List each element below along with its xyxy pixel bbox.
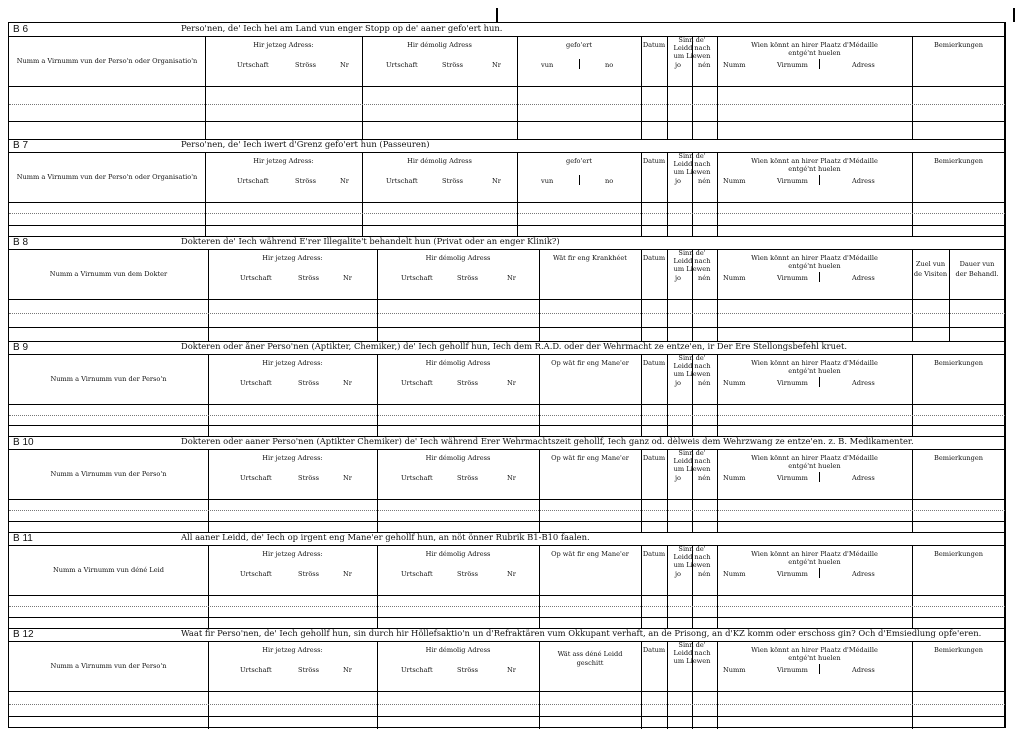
label-transported: gefo'ert — [565, 157, 593, 165]
label-medal: Wien könnt an hirer Plaatz d'Médaille — [751, 454, 878, 462]
label-street: Ströss — [298, 666, 320, 674]
section-title: Perso'nen, de' Iech iwert d'Grenz gefo'ert hun (Passeuren) — [181, 139, 430, 149]
label-alive: Leidd nach — [673, 553, 711, 561]
label-from: vun — [541, 61, 554, 69]
label-no: nén — [698, 274, 711, 282]
label-street: Ströss — [298, 274, 320, 282]
label-remarks: Bemierkungen — [933, 550, 984, 558]
header-bottom-border — [9, 595, 1005, 596]
form-sheet — [8, 22, 1006, 728]
label-street: Ströss — [457, 666, 479, 674]
label-remarks: Bemierkungen — [933, 41, 984, 49]
label-former-address: Hir démolig Adress — [407, 157, 472, 165]
label-medal-name: Numm — [723, 379, 746, 387]
label-alive: um Liewen — [673, 52, 711, 60]
column-divider — [641, 153, 642, 236]
label-alive: Leidd nach — [673, 160, 711, 168]
label-place: Urtschaft — [240, 379, 272, 387]
label-alive: um Liewen — [673, 465, 711, 473]
label-yes: jo — [675, 274, 682, 282]
label-medal-address: Adress — [852, 379, 875, 387]
column-divider — [208, 450, 209, 532]
data-row-divider — [9, 415, 1005, 416]
label-medal: Wien könnt an hirer Plaatz d'Médaille — [751, 41, 878, 49]
section-b7 — [9, 139, 1005, 236]
label-medal-address: Adress — [852, 570, 875, 578]
label-current-address: Hir jetzeg Adress: — [262, 646, 323, 654]
column-divider — [539, 546, 540, 628]
section-b10 — [9, 436, 1005, 532]
label-medal-first-name: Virnumm — [777, 61, 808, 69]
top-registration-mark — [496, 8, 498, 22]
label-alive: Sinn de' — [678, 449, 706, 457]
data-row-divider — [9, 121, 1005, 122]
label-medal: entgé'nt huelen — [788, 462, 841, 470]
label-remarks: Bemierkungen — [933, 359, 984, 367]
label-medal-address: Adress — [852, 474, 875, 482]
column-divider — [641, 546, 642, 628]
header-bottom-border — [9, 404, 1005, 405]
sub-divider — [579, 175, 580, 185]
label-date: Datum — [642, 359, 666, 367]
label-medal: entgé'nt huelen — [788, 165, 841, 173]
section-header — [9, 628, 1005, 642]
label-medal: entgé'nt huelen — [788, 558, 841, 566]
header-bottom-border — [9, 86, 1005, 87]
label-medal-first-name: Virnumm — [777, 474, 808, 482]
label-place: Urtschaft — [237, 177, 269, 185]
section-b12 — [9, 628, 1005, 729]
label-name-column: Numm a Virnumm vun der Perso'n oder Organisatio'n — [16, 57, 198, 65]
label-place: Urtschaft — [240, 570, 272, 578]
section-code: B 10 — [13, 437, 34, 448]
label-medal: Wien könnt an hirer Plaatz d'Médaille — [751, 646, 878, 654]
label-medal-name: Numm — [723, 666, 746, 674]
label-place: Urtschaft — [401, 274, 433, 282]
label-alive: Sinn de' — [678, 249, 706, 257]
section-code: B 11 — [13, 533, 33, 544]
section-b9 — [9, 341, 1005, 436]
label-former-address: Hir démolig Adress — [407, 41, 472, 49]
sub-divider — [819, 472, 820, 482]
data-row-divider — [9, 617, 1005, 618]
label-name-column: Numm a Virnumm vun der Perso'n — [50, 375, 167, 383]
column-divider — [208, 546, 209, 628]
label-place: Urtschaft — [401, 666, 433, 674]
column-divider — [205, 37, 206, 139]
label-name-column: Numm a Virnumm vun dem Dokter — [49, 270, 168, 278]
label-medal: entgé'nt huelen — [788, 49, 841, 57]
sub-divider — [819, 272, 820, 282]
label-alive: Leidd nach — [673, 362, 711, 370]
label-medal-first-name: Virnumm — [777, 379, 808, 387]
data-row-divider — [9, 213, 1005, 214]
label-alive: Leidd nach — [673, 649, 711, 657]
label-nr: Nr — [343, 666, 352, 674]
section-b11 — [9, 532, 1005, 628]
section-title: Waat fir Perso'nen, de' Iech gehollf hun, sin durch hir Höllefsaktio'n un d'Refraktären vum Okkupant verhaft, an de Prisong, an d'KZ komm oder erschoss gin? Och d'Emsiedlung opfe'eren. — [181, 628, 982, 638]
section-code: B 9 — [13, 342, 29, 353]
label-manner: Op wät fir eng Mane'er — [551, 454, 629, 462]
label-date: Datum — [642, 254, 666, 262]
label-alive: um Liewen — [673, 168, 711, 176]
label-nr: Nr — [343, 474, 352, 482]
label-fate: geschitt — [576, 659, 604, 667]
label-remarks: Bemierkungen — [933, 646, 984, 654]
label-duration: Dauer vun — [959, 260, 995, 268]
label-duration: der Behandl. — [955, 270, 999, 278]
label-street: Ströss — [298, 379, 320, 387]
label-place: Urtschaft — [386, 61, 418, 69]
data-row-divider — [9, 313, 1005, 314]
sub-divider — [819, 377, 820, 387]
label-nr: Nr — [507, 274, 516, 282]
section-header — [9, 139, 1005, 153]
column-divider — [377, 450, 378, 532]
label-alive: Sinn de' — [678, 641, 706, 649]
sub-divider — [819, 568, 820, 578]
section-b8 — [9, 236, 1005, 341]
label-nr: Nr — [507, 474, 516, 482]
label-former-address: Hir démolig Adress — [425, 359, 491, 367]
label-street: Ströss — [298, 474, 320, 482]
label-former-address: Hir démolig Adress — [425, 646, 491, 654]
label-street: Ströss — [457, 379, 479, 387]
label-place: Urtschaft — [401, 379, 433, 387]
label-yes: jo — [675, 379, 682, 387]
label-name-column: Numm a Virnumm vun der Perso'n — [50, 662, 167, 670]
section-header — [9, 341, 1005, 355]
column-divider — [912, 546, 913, 628]
sub-divider — [819, 664, 820, 674]
column-divider — [641, 37, 642, 139]
label-visits: Zuel vun — [915, 260, 946, 268]
column-divider — [377, 546, 378, 628]
data-row-divider — [9, 225, 1005, 226]
label-current-address: Hir jetzeg Adress: — [262, 254, 323, 262]
sub-divider — [579, 59, 580, 69]
top-right-registration-mark — [1013, 8, 1015, 22]
label-alive: Sinn de' — [678, 152, 706, 160]
section-code: B 7 — [13, 140, 29, 151]
label-alive: um Liewen — [673, 561, 711, 569]
label-no: nén — [698, 474, 711, 482]
column-divider — [912, 450, 913, 532]
data-row-divider — [9, 606, 1005, 607]
data-row-divider — [9, 425, 1005, 426]
label-medal-address: Adress — [852, 274, 875, 282]
label-yes: jo — [675, 61, 682, 69]
section-title: Dokteren oder aaner Perso'nen (Aptikter Chemiker) de' Iech während Erer Wehrmachtszeit gehollf, Iech ganz od. dèlweis dem Wehrzwang ze entze'en. z. B. Medikamenter. — [181, 436, 914, 446]
label-name-column: Numm a Virnumm vun der Perso'n — [50, 470, 167, 478]
label-medal: entgé'nt huelen — [788, 654, 841, 662]
label-no: nén — [698, 570, 711, 578]
sub-divider — [819, 59, 820, 69]
label-medal-name: Numm — [723, 474, 746, 482]
label-street: Ströss — [295, 177, 317, 185]
label-current-address: Hir jetzeg Adress: — [253, 157, 314, 165]
label-medal: Wien könnt an hirer Plaatz d'Médaille — [751, 157, 878, 165]
label-to: no — [605, 177, 614, 185]
label-date: Datum — [642, 646, 666, 654]
label-nr: Nr — [507, 666, 516, 674]
label-to: no — [605, 61, 614, 69]
label-alive: Sinn de' — [678, 354, 706, 362]
data-row-divider — [9, 716, 1005, 717]
label-medal-name: Numm — [723, 274, 746, 282]
section-title: Perso'nen, de' Iech hei am Land vun enger Stopp op de' aaner gefo'ert hun. — [181, 23, 503, 33]
label-place: Urtschaft — [401, 570, 433, 578]
label-date: Datum — [642, 454, 666, 462]
label-street: Ströss — [457, 570, 479, 578]
column-divider — [641, 355, 642, 436]
label-yes: jo — [675, 570, 682, 578]
section-title: Dokteren de' Iech während E'rer Illegalite't behandelt hun (Privat oder an enger Klinik?) — [181, 236, 560, 246]
sub-divider — [819, 175, 820, 185]
label-alive: Sinn de' — [678, 36, 706, 44]
label-former-address: Hir démolig Adress — [425, 550, 491, 558]
label-manner: Op wät fir eng Mane'er — [551, 359, 629, 367]
label-date: Datum — [642, 550, 666, 558]
label-street: Ströss — [298, 570, 320, 578]
column-divider — [517, 37, 518, 139]
section-header — [9, 23, 1005, 37]
label-nr: Nr — [340, 61, 349, 69]
header-bottom-border — [9, 202, 1005, 203]
label-remarks: Bemierkungen — [933, 454, 984, 462]
label-medal: entgé'nt huelen — [788, 262, 841, 270]
label-place: Urtschaft — [240, 474, 272, 482]
section-title: Dokteren oder åner Perso'nen (Aptikter, Chemiker,) de' Iech gehollf hun, Iech dem R.A.D. oder der Wehrmacht ze entze'en, ir Der Ere Stellongsbefehl kruet. — [181, 341, 848, 351]
data-row-divider — [9, 521, 1005, 522]
label-former-address: Hir démolig Adress — [425, 454, 491, 462]
label-place: Urtschaft — [240, 274, 272, 282]
label-place: Urtschaft — [240, 666, 272, 674]
label-from: vun — [541, 177, 554, 185]
label-name-column: Numm a Virnumm vun der Perso'n oder Organisatio'n — [16, 173, 198, 181]
label-yes: jo — [675, 177, 682, 185]
label-nr: Nr — [507, 379, 516, 387]
column-divider — [208, 355, 209, 436]
label-medal: Wien könnt an hirer Plaatz d'Médaille — [751, 254, 878, 262]
label-medal-address: Adress — [852, 61, 875, 69]
label-current-address: Hir jetzeg Adress: — [253, 41, 314, 49]
label-no: nén — [698, 177, 711, 185]
column-divider — [205, 153, 206, 236]
column-divider — [539, 450, 540, 532]
label-alive: um Liewen — [673, 370, 711, 378]
section-header — [9, 236, 1005, 250]
section-title: All aaner Leidd, de' Iech op irgent eng Mane'er gehollf hun, an nöt önner Rubrik B1-B10 faalen. — [181, 532, 590, 542]
label-nr: Nr — [343, 379, 352, 387]
label-alive: Sinn de' — [678, 545, 706, 553]
column-divider — [912, 153, 913, 236]
column-divider — [362, 153, 363, 236]
data-row-divider — [9, 510, 1005, 511]
label-illness: Wät fir eng Krankhéet — [553, 254, 627, 262]
label-manner: Op wät fir eng Mane'er — [551, 550, 629, 558]
label-nr: Nr — [343, 570, 352, 578]
section-code: B 12 — [13, 629, 34, 640]
label-medal-name: Numm — [723, 570, 746, 578]
label-place: Urtschaft — [401, 474, 433, 482]
label-current-address: Hir jetzeg Adress: — [262, 550, 323, 558]
label-alive: um Liewen — [673, 657, 711, 665]
column-divider — [377, 355, 378, 436]
label-nr: Nr — [492, 61, 501, 69]
label-alive: Leidd nach — [673, 457, 711, 465]
label-nr: Nr — [343, 274, 352, 282]
label-date: Datum — [642, 157, 666, 165]
label-current-address: Hir jetzeg Adress: — [262, 359, 323, 367]
label-medal-name: Numm — [723, 61, 746, 69]
column-divider — [539, 355, 540, 436]
label-date: Datum — [642, 41, 666, 49]
label-street: Ströss — [295, 61, 317, 69]
label-visits: de Visiten — [913, 270, 948, 278]
label-former-address: Hir démolig Adress — [425, 254, 491, 262]
label-street: Ströss — [457, 274, 479, 282]
section-code: B 8 — [13, 237, 29, 248]
header-bottom-border — [9, 299, 1005, 300]
label-medal-first-name: Virnumm — [777, 570, 808, 578]
label-medal-first-name: Virnumm — [777, 274, 808, 282]
section-header — [9, 436, 1005, 450]
label-current-address: Hir jetzeg Adress: — [262, 454, 323, 462]
label-place: Urtschaft — [386, 177, 418, 185]
section-code: B 6 — [13, 24, 29, 35]
label-medal: Wien könnt an hirer Plaatz d'Médaille — [751, 359, 878, 367]
label-nr: Nr — [492, 177, 501, 185]
label-alive: Leidd nach — [673, 44, 711, 52]
label-transported: gefo'ert — [565, 41, 593, 49]
data-row-divider — [9, 104, 1005, 105]
label-medal-first-name: Virnumm — [777, 666, 808, 674]
label-no: nén — [698, 61, 711, 69]
label-medal-name: Numm — [723, 177, 746, 185]
section-b6 — [9, 23, 1005, 139]
label-street: Ströss — [442, 61, 464, 69]
label-remarks: Bemierkungen — [933, 157, 984, 165]
label-place: Urtschaft — [237, 61, 269, 69]
label-nr: Nr — [507, 570, 516, 578]
data-row-divider — [9, 704, 1005, 705]
label-medal: entgé'nt huelen — [788, 367, 841, 375]
column-divider — [517, 153, 518, 236]
column-divider — [912, 37, 913, 139]
label-medal: Wien könnt an hirer Plaatz d'Médaille — [751, 550, 878, 558]
header-bottom-border — [9, 691, 1005, 692]
label-name-column: Numm a Virnumm vun déné Leid — [53, 566, 164, 574]
label-nr: Nr — [340, 177, 349, 185]
label-medal-address: Adress — [852, 666, 875, 674]
label-medal-address: Adress — [852, 177, 875, 185]
label-street: Ströss — [442, 177, 464, 185]
header-bottom-border — [9, 499, 1005, 500]
label-alive: um Liewen — [673, 265, 711, 273]
column-divider — [362, 37, 363, 139]
data-row-divider — [9, 327, 1005, 328]
section-header — [9, 532, 1005, 546]
column-divider — [912, 355, 913, 436]
label-fate: Wät ass déné Leidd — [557, 650, 623, 658]
column-divider — [641, 450, 642, 532]
label-street: Ströss — [457, 474, 479, 482]
label-yes: jo — [675, 474, 682, 482]
label-alive: Leidd nach — [673, 257, 711, 265]
label-medal-first-name: Virnumm — [777, 177, 808, 185]
label-no: nén — [698, 379, 711, 387]
